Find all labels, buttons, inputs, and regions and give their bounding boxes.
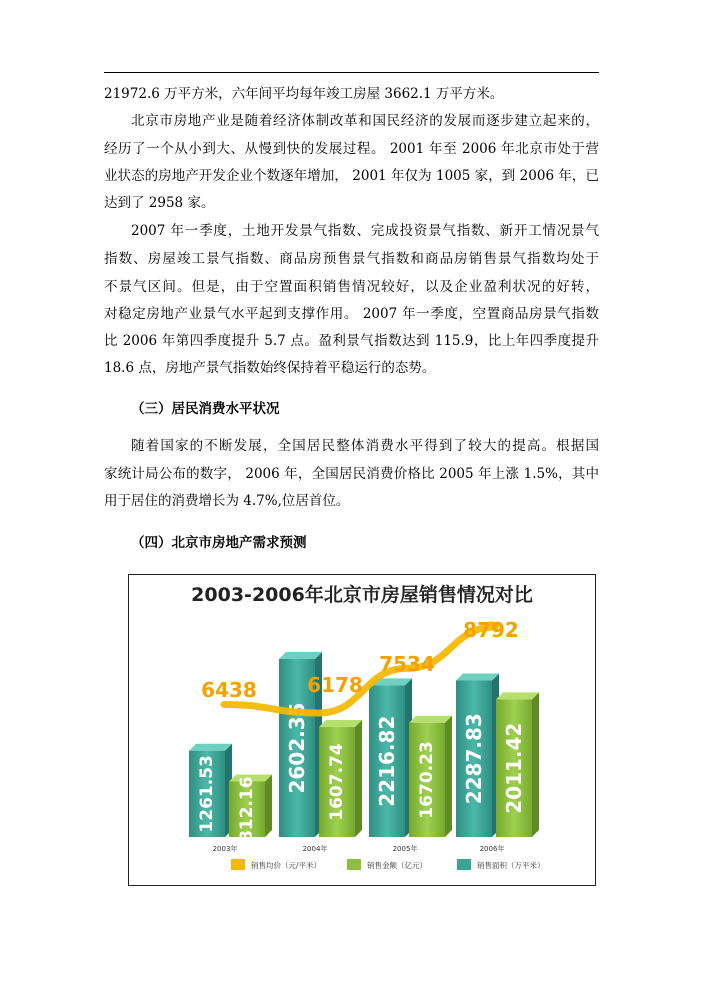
bar-value-label: 2011.42 (502, 722, 526, 814)
legend-item (347, 859, 427, 870)
text-line: 比 2006 年第四季度提升 5.7 点。盈利景气指数达到 115.9，比上年四季度提升 (104, 333, 599, 349)
legend-label: 销售面积（万平米） (477, 861, 545, 870)
chart-canvas (129, 575, 595, 885)
sales-chart (128, 574, 596, 886)
bar-value-label: 1261.53 (197, 755, 217, 833)
chart-title: 2003-2006年北京市房屋销售情况对比 (191, 584, 533, 606)
text-line: 2007 年一季度，土地开发景气指数、完成投资景气指数、新开工情况景气 (131, 223, 599, 239)
bar-group (319, 720, 362, 837)
bar-value-label: 2602.35 (285, 702, 309, 794)
bar-value-label: 1607.74 (327, 743, 347, 821)
text-line: 18.6 点，房地产景气指数始终保持着平稳运行的态势。 (104, 360, 436, 376)
price-line (224, 627, 495, 713)
bar-top (189, 744, 232, 751)
bar-value-label: 2287.83 (462, 713, 486, 805)
bar-side (445, 716, 452, 837)
bar-value-label: 812.16 (237, 776, 257, 843)
text-line: 北京市房地产业是随着经济体制改革和国民经济的发展而逐步建立起来的， (131, 113, 599, 129)
legend-swatch (347, 859, 361, 870)
bar-side (265, 774, 272, 837)
text-line: 随着国家的不断发展，全国居民整体消费水平得到了较大的提高。根据国 (131, 438, 599, 454)
header-rule (104, 72, 599, 73)
legend-label: 销售均价（元/平米） (251, 861, 322, 870)
bar-group (456, 674, 499, 837)
bar-group (496, 692, 539, 837)
bar-top (496, 692, 539, 699)
bar-top (409, 716, 452, 723)
legend-item (457, 859, 545, 870)
bar-top (279, 652, 322, 659)
x-tick-label: 2003年 (212, 845, 238, 853)
legend-item (231, 859, 321, 870)
bar-value-label: 2216.82 (375, 715, 399, 807)
price-value-label: 6178 (307, 673, 363, 697)
section-heading-consumption: （三）居民消费水平状况 (131, 401, 280, 417)
bar-group (409, 716, 452, 837)
text-line: 指数、房屋竣工景气指数、商品房预售景气指数和商品房销售景气指数均处于 (104, 251, 599, 267)
text-line: 不景气区间。但是，由于空置面积销售情况较好，以及企业盈利状况的好转， (104, 279, 599, 295)
bar-top (456, 674, 499, 681)
legend-label: 销售金额（亿元） (367, 861, 427, 870)
text-line: 对稳定房地产业景气水平起到支撑作用。 2007 年一季度，空置商品房景气指数 (104, 306, 599, 322)
bar-group (229, 774, 272, 842)
legend-swatch (457, 859, 471, 870)
text-line: 经历了一个从小到大、从慢到快的发展过程。 2001 年至 2006 年北京市处于营 (104, 141, 599, 157)
x-tick-label: 2006年 (479, 845, 505, 853)
bar-group (369, 678, 412, 837)
x-tick-label: 2005年 (392, 845, 418, 853)
bar-top (319, 720, 362, 727)
text-line: 达到了 2958 家。 (104, 195, 215, 211)
section-heading-demand: （四）北京市房地产需求预测 (131, 535, 307, 551)
legend-swatch (231, 859, 245, 870)
bar-value-label: 1670.23 (417, 741, 437, 819)
price-value-label: 8792 (463, 618, 519, 642)
price-value-label: 7534 (379, 652, 435, 676)
text-line: 业状态的房地产开发企业个数逐年增加， 2001 年仅为 1005 家，到 2006 年，已 (104, 168, 599, 184)
x-tick-label: 2004年 (302, 845, 328, 853)
text-line: 用于居住的消费增长为 4.7%,位居首位。 (104, 493, 350, 509)
price-value-label: 6438 (201, 678, 257, 702)
bar-group (189, 744, 232, 837)
bar-side (355, 720, 362, 837)
text-line: 21972.6 万平方米，六年间平均每年竣工房屋 3662.1 万平方米。 (104, 86, 504, 102)
text-line: 家统计局公布的数字， 2006 年，全国居民消费价格比 2005 年上涨 1.5%，其中 (104, 466, 599, 482)
bar-side (532, 692, 539, 837)
